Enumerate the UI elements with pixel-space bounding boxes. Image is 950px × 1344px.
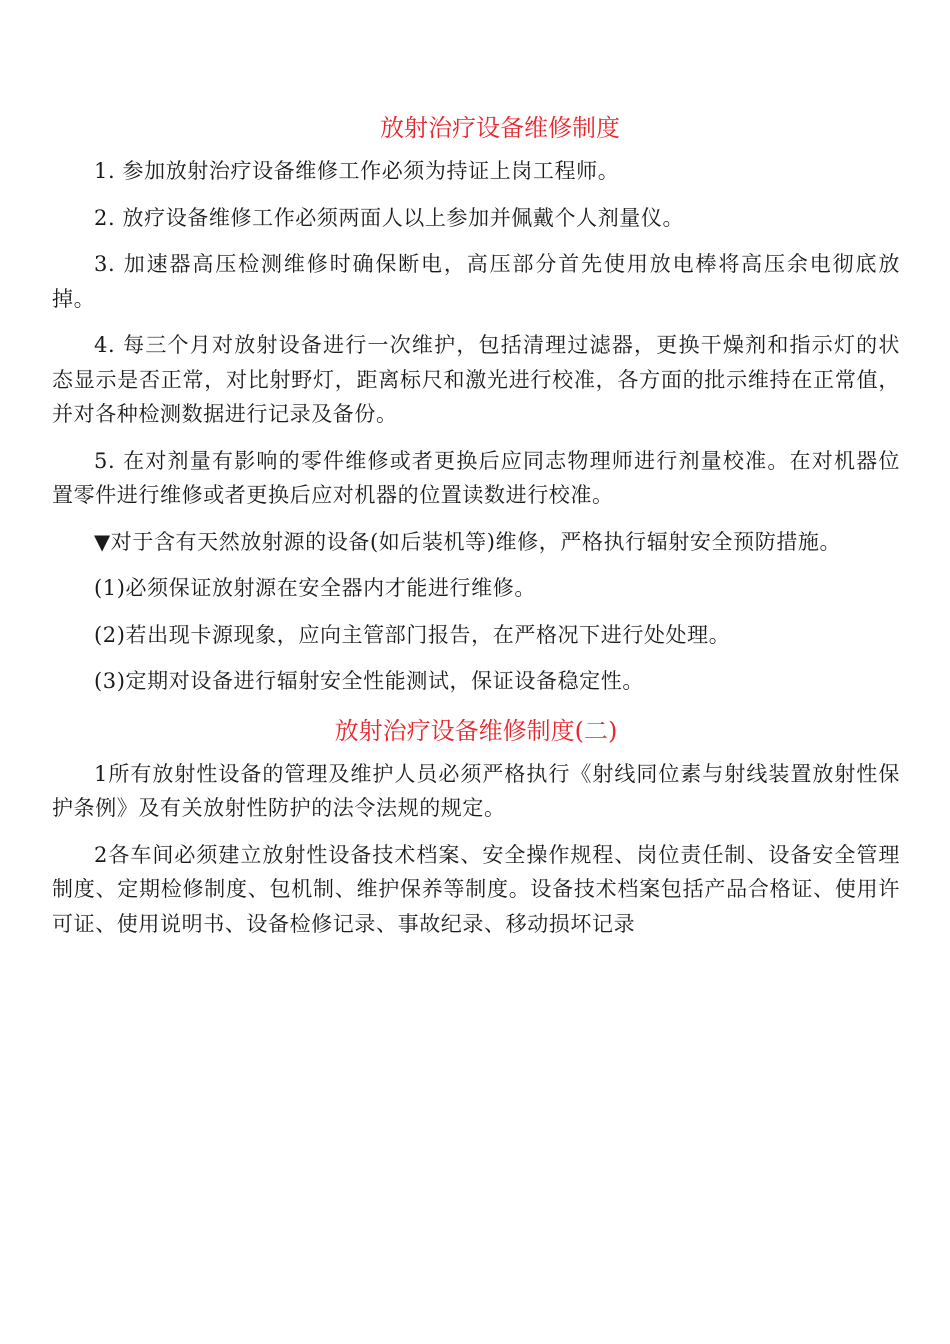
section-1-paragraph-4: 4. 每三个月对放射设备进行一次维护，包括清理过滤器，更换干燥剂和指示灯的状态显示是否正常，对比射野灯，距离标尺和激光进行校准，各方面的批示维持在正常值，并对各种检测数据进行记录及备份。 [52, 333, 900, 426]
section-1-sub-item-1: (1)必须保证放射源在安全器内才能进行维修。 [94, 576, 536, 600]
document-page [52, 108, 900, 941]
section-2-paragraph-1: 1所有放射性设备的管理及维护人员必须严格执行《射线同位素与射线装置放射性保护条例》及有关放射性防护的法令法规的规定。 [52, 761, 900, 820]
section-1-paragraph-2: 2. 放疗设备维修工作必须两面人以上参加并佩戴个人剂量仪。 [94, 205, 685, 230]
section-2-title: 放射治疗设备维修制度(二) [334, 716, 618, 745]
section-1-paragraph-1: 1. 参加放射治疗设备维修工作必须为持证上岗工程师。 [94, 159, 620, 183]
section-1-paragraph-5: 5. 在对剂量有影响的零件维修或者更换后应同志物理师进行剂量校准。在对机器位置零件进行维修或者更换后应对机器的位置读数进行校准。 [52, 448, 900, 507]
section-1-radiation-source-note: ▼对于含有天然放射源的设备(如后装机等)维修，严格执行辐射安全预防措施。 [94, 529, 842, 554]
section-1-paragraph-3: 3. 加速器高压检测维修时确保断电，高压部分首先使用放电棒将高压余电彻底放掉。 [52, 252, 900, 311]
section-1-sub-item-2: (2)若出现卡源现象，应向主管部门报告，在严格况下进行处处理。 [94, 622, 731, 647]
section-1-title: 放射治疗设备维修制度 [380, 114, 620, 142]
section-1-sub-item-3: (3)定期对设备进行辐射安全性能测试，保证设备稳定性。 [94, 669, 644, 693]
section-2-paragraph-2: 2各车间必须建立放射性设备技术档案、安全操作规程、岗位责任制、设备安全管理制度、定期检修制度、包机制、维护保养等制度。设备技术档案包括产品合格证、使用许可证、使用说明书、设备检修记录、事故纪录、移动损坏记录 [52, 842, 900, 936]
